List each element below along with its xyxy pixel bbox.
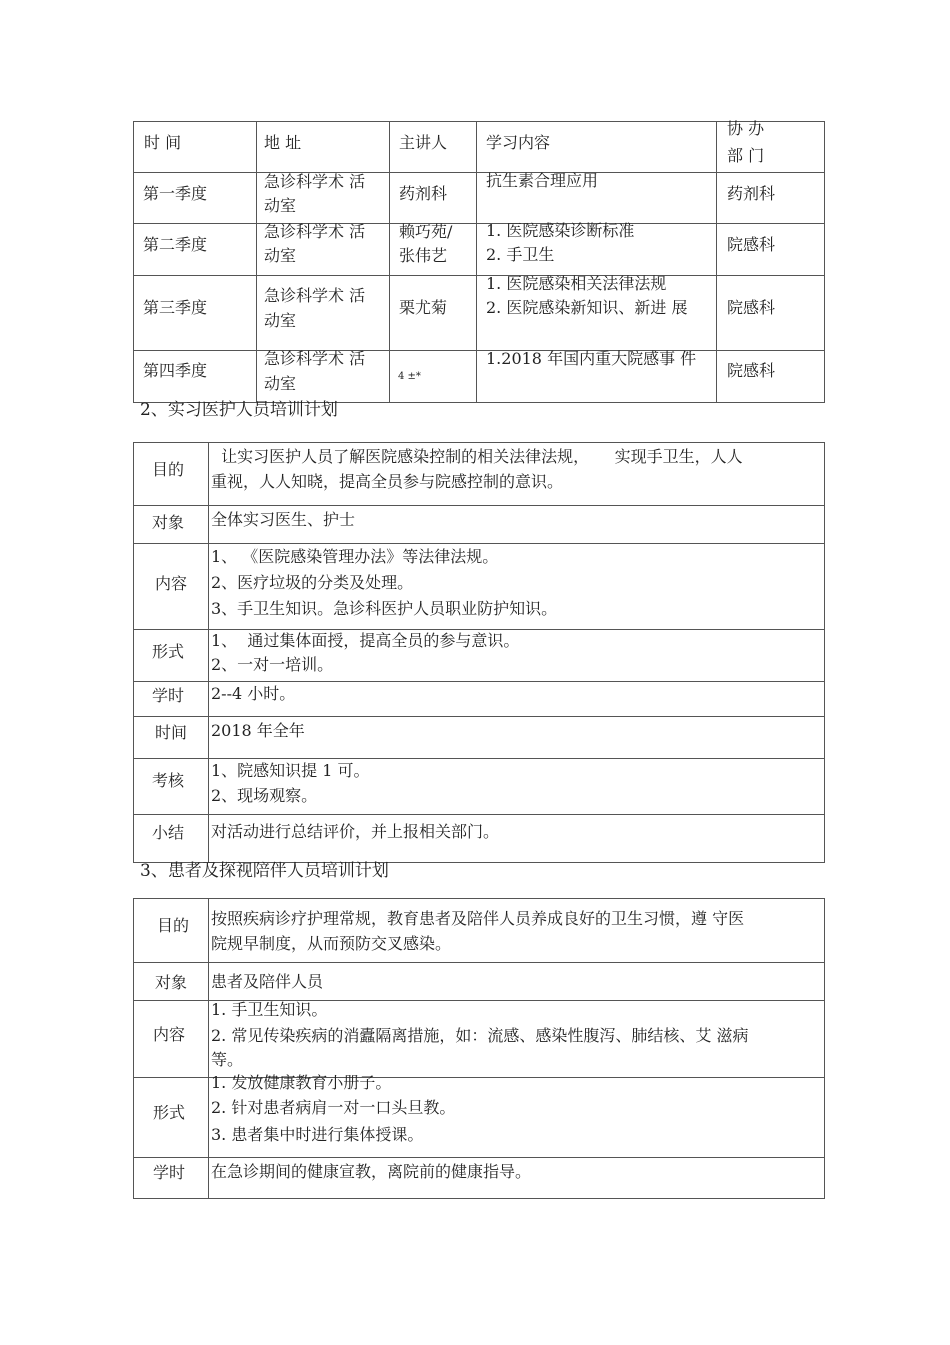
cell-content: 抗生素合理应用 (486, 171, 599, 190)
row-text: 对活动进行总结评价，并上报相关部门。 (211, 822, 500, 841)
row-label: 学时 (152, 686, 185, 705)
schedule-table (133, 121, 825, 403)
row-text: 患者及陪伴人员 (211, 972, 324, 991)
cell-place: 动室 (264, 374, 297, 393)
row-label: 内容 (153, 1025, 186, 1044)
table-rule (133, 172, 825, 173)
table-rule (133, 505, 825, 506)
row-label: 目的 (157, 916, 190, 935)
cell-time: 第一季度 (143, 184, 208, 203)
header-speaker: 主讲人 (399, 133, 448, 152)
row-text: 1、 《医院感染管理办法》等法律法规。 (211, 547, 499, 566)
cell-place: 急诊科学术 活 (264, 222, 366, 241)
table-rule (133, 275, 825, 276)
table-rule (133, 814, 825, 815)
row-text: 重视，人人知晓，提高全员参与院感控制的意识。 (211, 472, 564, 491)
header-place: 地 址 (264, 133, 302, 152)
cell-speaker: 栗尤菊 (399, 298, 448, 317)
row-text: 1、 通过集体面授，提高全员的参与意识。 (211, 631, 520, 650)
cell-dept: 院感科 (727, 235, 776, 254)
row-text: 2、医疗垃圾的分类及处理。 (211, 573, 414, 592)
cell-content: 2. 手卫生 (486, 245, 555, 264)
row-text: 1. 发放健康教育小册子。 (211, 1073, 392, 1092)
row-text: 2、一对一培训。 (211, 655, 334, 674)
cell-time: 第四季度 (143, 361, 208, 380)
row-text: 2. 常见传染疾病的消蠹隔离措施，如：流感、感染性腹泻、肺结核、艾 滋病 (211, 1026, 749, 1045)
table-rule (208, 898, 209, 1199)
row-text: 2、现场观察。 (211, 786, 318, 805)
table-rule (476, 121, 477, 403)
cell-content: 1. 医院感染诊断标准 (486, 221, 635, 240)
table-rule (133, 758, 825, 759)
cell-content: 1. 医院感染相关法律法规 (486, 274, 667, 293)
cell-speaker: 赖巧苑/ (399, 222, 453, 241)
header-content: 学习内容 (486, 133, 551, 152)
cell-place: 动室 (264, 196, 297, 215)
row-text: 2. 针对患者病肩一对一口头旦教。 (211, 1098, 456, 1117)
cell-speaker: 张伟艺 (399, 246, 448, 265)
row-text: 按照疾病诊疗护理常规，教育患者及陪伴人员养成良好的卫生习惯，遵 守医 (211, 909, 745, 928)
table-rule (133, 543, 825, 544)
cell-content: 2. 医院感染新知识、新进 展 (486, 298, 688, 317)
table-rule (133, 1157, 825, 1158)
table-rule (133, 716, 825, 717)
row-label: 形式 (153, 1103, 186, 1122)
cell-dept: 药剂科 (727, 184, 776, 203)
row-label: 时间 (155, 723, 188, 742)
row-text: 等。 (211, 1050, 244, 1069)
row-label: 形式 (152, 642, 185, 661)
section-title: 3、患者及探视陪伴人员培训计划 (140, 861, 389, 881)
cell-content: 1.2018 年国内重大院感事 件 (486, 349, 697, 368)
row-label: 内容 (155, 574, 188, 593)
row-text: 院规早制度，从而预防交叉感染。 (211, 934, 452, 953)
cell-time: 第二季度 (143, 235, 208, 254)
header-time: 时 间 (144, 133, 182, 152)
section-title: 2、实习医护人员培训计划 (140, 400, 338, 420)
row-text: 2018 年全年 (211, 721, 305, 740)
row-text: 2--4 小时。 (211, 684, 296, 703)
cell-place: 急诊科学术 活 (264, 349, 366, 368)
table-rule (256, 121, 257, 403)
row-label: 小结 (152, 823, 185, 842)
cell-place: 动室 (264, 246, 297, 265)
row-text: 让实习医护人员了解医院感染控制的相关法律法规， 实现手卫生，人人 (211, 447, 743, 466)
row-label: 对象 (152, 513, 185, 532)
table-rule (133, 350, 825, 351)
cell-place: 动室 (264, 311, 297, 330)
row-label: 学时 (153, 1163, 186, 1182)
table-rule (133, 223, 825, 224)
header-dept: 部 门 (727, 146, 765, 165)
header-dept: 协 办 (727, 119, 765, 138)
table-rule (133, 681, 825, 682)
row-label: 目的 (152, 460, 185, 479)
row-label: 考核 (152, 771, 185, 790)
table-rule (389, 121, 390, 403)
row-text: 3. 患者集中时进行集体授课。 (211, 1125, 424, 1144)
cell-time: 第三季度 (143, 298, 208, 317)
row-label: 对象 (155, 973, 188, 992)
row-text: 3、手卫生知识。急诊科医护人员职业防护知识。 (211, 599, 558, 618)
cell-speaker: 4 ±* (398, 371, 421, 382)
cell-dept: 院感科 (727, 298, 776, 317)
cell-place: 急诊科学术 活 (264, 286, 366, 305)
row-text: 在急诊期间的健康宣教，离院前的健康指导。 (211, 1162, 532, 1181)
cell-place: 急诊科学术 活 (264, 172, 366, 191)
row-text: 1、院感知识提 1 可。 (211, 761, 370, 780)
table-rule (133, 962, 825, 963)
row-text: 1. 手卫生知识。 (211, 1000, 328, 1019)
row-text: 全体实习医生、护士 (211, 510, 356, 529)
cell-speaker: 药剂科 (399, 184, 448, 203)
table-rule (716, 121, 717, 403)
cell-dept: 院感科 (727, 361, 776, 380)
